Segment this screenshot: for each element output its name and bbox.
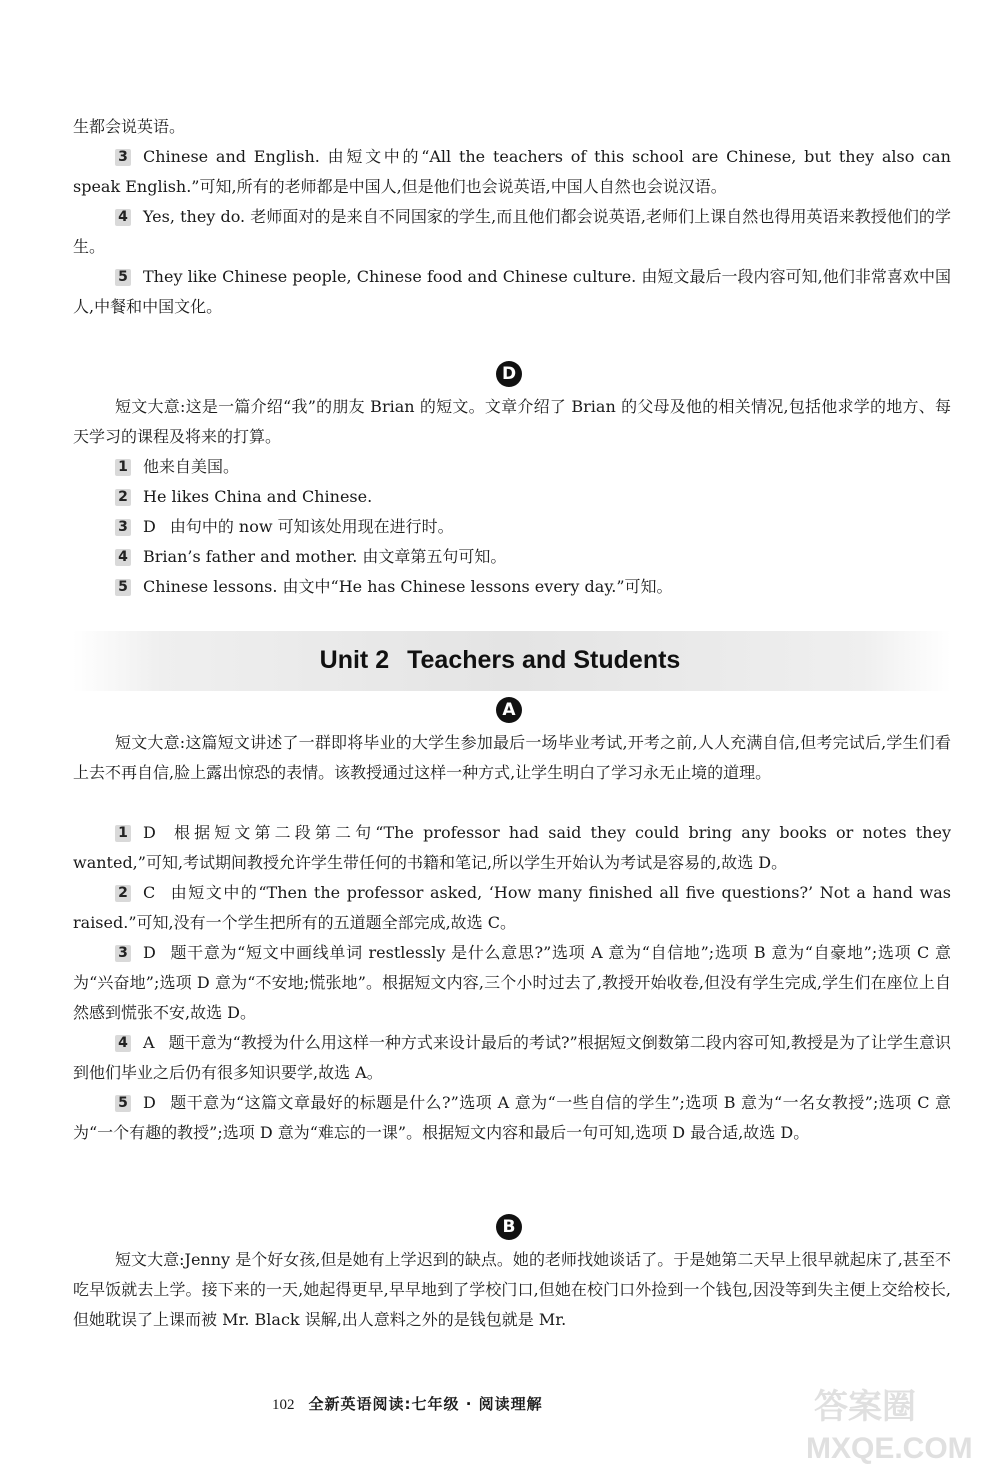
continuation-line: 生都会说英语。 [73, 117, 186, 136]
item-number: 2 [115, 885, 131, 902]
unit-label: Unit 2 [319, 646, 390, 674]
answer-item-c5 [73, 262, 951, 322]
item-number: 1 [115, 459, 131, 476]
item-text: Brian’s father and mother. 由文章第五句可知。 [143, 547, 507, 566]
section-d-badge: D [496, 361, 522, 387]
item-text: 题干意为“这篇文章最好的标题是什么?”选项 A 意为“一些自信的学生”;选项 B 意为“一名女教授”;选项 C 意为“一个有趣的教授”;选项 D 意为“难忘的一课”。根据短文内容和最后一句可知,选项 D 最合适,故选 D。 [73, 1093, 951, 1142]
answer-item-d5 [73, 572, 951, 602]
answer-item-d2 [73, 482, 951, 512]
answer-item-d4 [73, 542, 951, 572]
answer-item-a5 [73, 1088, 951, 1148]
item-text: They like Chinese people, Chinese food and Chinese culture. 由短文最后一段内容可知,他们非常喜欢中国人,中餐和中国文化。 [73, 267, 951, 316]
item-answer: D [143, 823, 156, 842]
item-number: 2 [115, 489, 131, 506]
answer-item-a4 [73, 1028, 951, 1088]
item-number: 3 [115, 519, 131, 536]
item-answer: D [143, 517, 156, 536]
item-answer: D [143, 943, 156, 962]
unit-title: Teachers and Students [407, 646, 681, 674]
item-answer: A [143, 1033, 155, 1052]
answer-item-a3 [73, 938, 951, 1028]
section-b-summary: 短文大意:Jenny 是个好女孩,但是她有上学迟到的缺点。她的老师找她谈话了。于是她第二天早上很早就起床了,甚至不吃早饭就去上学。接下来的一天,她起得更早,早早地到了学校门口,但她在校门口外捡到一个钱包,因没等到失主便上交给校长,但她耽误了上课而被 Mr. Black 误解,出人意料之外的是钱包就是 Mr. [73, 1250, 951, 1329]
item-text: Chinese and English. 由短文中的“All the teachers of this school are Chinese, but they also can speak English.”可知,所有的老师都是中国人,但是他们也会说英语,中国人自然也会说汉语。 [73, 147, 951, 196]
item-text: 由短文中的“Then the professor asked, ‘How many finished all five questions?’ Not a hand was raised.”可知,没有一个学生把所有的五道题全部完成,故选 C。 [73, 883, 951, 932]
item-answer: D [143, 1093, 156, 1112]
answer-item-a2 [73, 878, 951, 938]
page-footer [272, 1392, 543, 1417]
item-text: 题干意为“教授为什么用这样一种方式来设计最后的考试?”根据短文倒数第二段内容可知,教授是为了让学生意识到他们毕业之后仍有很多知识要学,故选 A。 [73, 1033, 951, 1082]
item-number: 5 [115, 1095, 131, 1112]
item-text: 根据短文第二段第二句“The professor had said they could bring any books or notes they wanted,”可知,考试期间教授允许学生带任何的书籍和笔记,所以学生开始认为考试是容易的,故选 D。 [73, 823, 951, 872]
book-title: 全新英语阅读:七年级 · 阅读理解 [308, 1395, 543, 1413]
answer-item-a1 [73, 818, 951, 878]
item-text: 他来自美国。 [143, 457, 240, 476]
watermark-line1: 答案圈 [814, 1388, 916, 1426]
item-number: 4 [115, 209, 131, 226]
section-a-badge: A [496, 697, 522, 723]
item-answer: C [143, 883, 156, 902]
item-number: 1 [115, 825, 131, 842]
item-text: Yes, they do. 老师面对的是来自不同国家的学生,而且他们都会说英语,老师们上课自然也得用英语来教授他们的学生。 [73, 207, 951, 256]
item-text: He likes China and Chinese. [143, 487, 373, 506]
answer-item-d1 [73, 452, 951, 482]
item-number: 3 [115, 149, 131, 166]
section-b-badge: B [496, 1214, 522, 1240]
item-text: Chinese lessons. 由文中“He has Chinese lessons every day.”可知。 [143, 577, 673, 596]
section-d-summary: 短文大意:这是一篇介绍“我”的朋友 Brian 的短文。文章介绍了 Brian 的父母及他的相关情况,包括他求学的地方、每天学习的课程及将来的打算。 [73, 397, 951, 446]
item-number: 5 [115, 579, 131, 596]
answer-item-d3 [73, 512, 951, 542]
item-number: 4 [115, 549, 131, 566]
section-a-summary: 短文大意:这篇短文讲述了一群即将毕业的大学生参加最后一场毕业考试,开考之前,人人充满自信,但考完试后,学生们看上去不再自信,脸上露出惊恐的表情。该教授通过这样一种方式,让学生明白了学习永无止境的道理。 [73, 733, 951, 782]
unit-heading [0, 643, 1000, 677]
item-number: 4 [115, 1035, 131, 1052]
item-text: 题干意为“短文中画线单词 restlessly 是什么意思?”选项 A 意为“自信地”;选项 B 意为“自豪地”;选项 C 意为“兴奋地”;选项 D 意为“不安地;慌张地”。根据短文内容,三个小时过去了,教授开始收卷,但没有学生完成,学生们在座位上自然感到慌张不安,故选 D。 [73, 943, 951, 1022]
answer-item-c3 [73, 142, 951, 202]
watermark-line2: MXQE.COM [806, 1432, 973, 1465]
page-number: 102 [272, 1397, 295, 1413]
item-number: 3 [115, 945, 131, 962]
answer-item-c4 [73, 202, 951, 262]
item-text: 由句中的 now 可知该处用现在进行时。 [169, 517, 454, 536]
watermark-logo [784, 1378, 1000, 1468]
item-number: 5 [115, 269, 131, 286]
